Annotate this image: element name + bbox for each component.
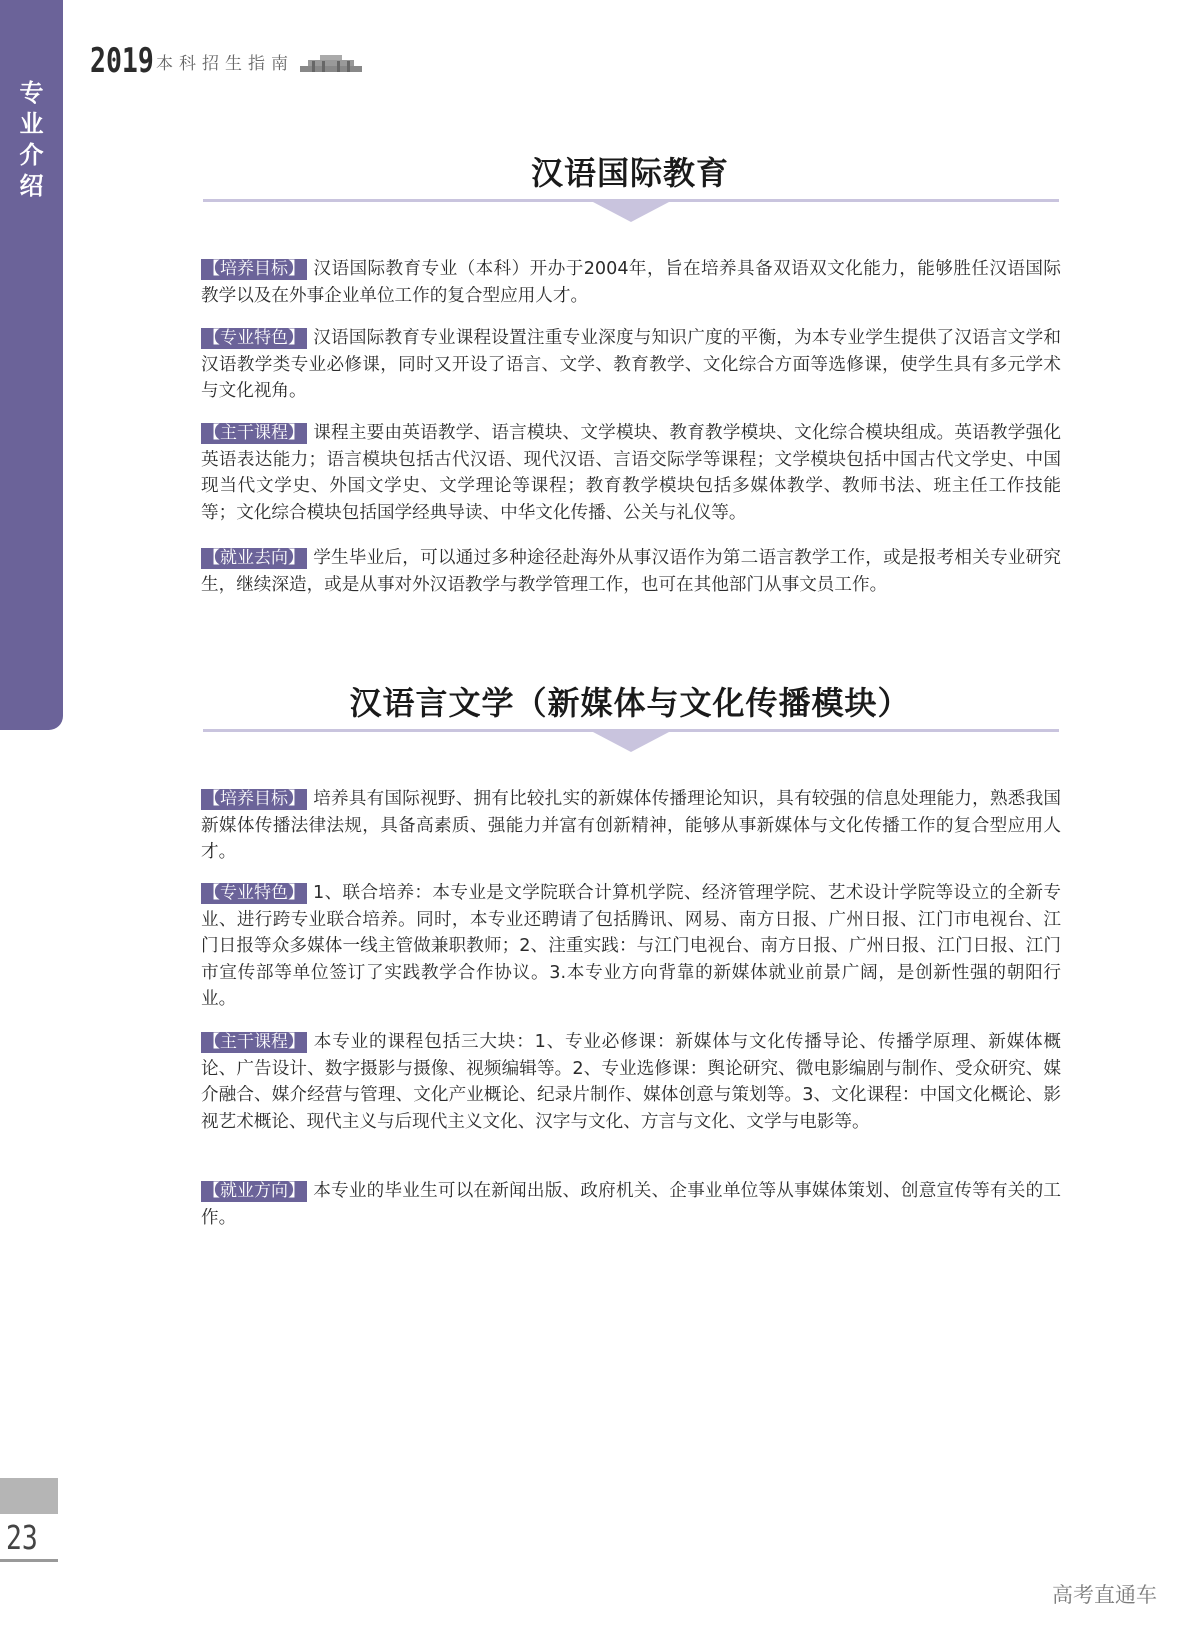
section-title-chinese-international-education: 汉语国际教育 — [530, 154, 729, 192]
header-title: 本科招生指南 — [156, 54, 294, 74]
page-number-block — [0, 1478, 58, 1514]
page-number-underline — [0, 1559, 58, 1562]
watermark: 高考直通车 — [1052, 1583, 1157, 1607]
tag-label: 【主干课程】 — [203, 1032, 305, 1052]
divider-pointer — [593, 202, 669, 222]
paragraph-text: 本专业的课程包括三大块：1、专业必修课：新媒体与文化传播导论、传播学原理、新媒体概论、广告设计、数字摄影与摄像、视频编辑等。2、专业选修课：舆论研究、微电影编剧与制作、受众研究、媒介融合、媒介经营与管理、文化产业概论、纪录片制作、媒体创意与策划等。3、文化课程：中国文化概论、影视艺术概论、现代主义与后现代主义文化、汉字与文化、方言与文化、文学与电影等。 — [201, 1032, 1061, 1132]
section1-core-courses — [201, 420, 1061, 526]
tag-label: 【就业方向】 — [203, 1181, 305, 1201]
page-header — [90, 38, 364, 81]
section2-core-courses — [201, 1029, 1061, 1135]
side-tab-label: 专 业 介 绍 — [19, 79, 44, 200]
tag-label: 【专业特色】 — [203, 883, 305, 903]
tag-label: 【主干课程】 — [203, 423, 305, 443]
paragraph-text: 汉语国际教育专业（本科）开办于2004年，旨在培养具备双语双文化能力，能够胜任汉语国际教学以及在外事企业单位工作的复合型应用人才。 — [201, 259, 1061, 306]
paragraph-text: 课程主要由英语教学、语言模块、文学模块、教育教学模块、文化综合模块组成。英语教学强化英语表达能力；语言模块包括古代汉语、现代汉语、言语交际学等课程；文学模块包括中国古代文学史、中国现当代文学史、外国文学史、文学理论等课程；教育教学模块包括多媒体教学、教师书法、班主任工作技能等；文化综合模块包括国学经典导读、中华文化传播、公关与礼仪等。 — [201, 423, 1061, 523]
paragraph-text: 本专业的毕业生可以在新闻出版、政府机关、企事业单位等从事媒体策划、创意宣传等有关的工作。 — [201, 1181, 1061, 1228]
section1-career-direction — [201, 545, 1061, 598]
paragraph-text: 汉语国际教育专业课程设置注重专业深度与知识广度的平衡，为本专业学生提供了汉语言文学和汉语教学类专业必修课，同时又开设了语言、文学、教育教学、文化综合方面等选修课，使学生具有多元学术与文化视角。 — [201, 328, 1061, 401]
tag-label: 【培养目标】 — [203, 789, 305, 809]
page-number: 23 — [6, 1518, 38, 1557]
header-year: 2019 — [90, 41, 154, 81]
side-section-tab — [0, 0, 63, 730]
building-icon — [298, 52, 364, 74]
tag-label: 【培养目标】 — [203, 259, 305, 279]
section2-program-features — [201, 880, 1061, 1013]
paragraph-text: 1、联合培养：本专业是文学院联合计算机学院、经济管理学院、艺术设计学院等设立的全新专业、进行跨专业联合培养。同时，本专业还聘请了包括腾讯、网易、南方日报、广州日报、江门市电视台、江门日报等众多媒体一线主管做兼职教师；2、注重实践：与江门电视台、南方日报、广州日报、江门日报、江门市宣传部等单位签订了实践教学合作协议。3.本专业方向背靠的新媒体就业前景广阔，是创新性强的朝阳行业。 — [201, 883, 1061, 1009]
section2-career-direction — [201, 1178, 1061, 1231]
section1-training-goal — [201, 256, 1061, 309]
section2-training-goal — [201, 786, 1061, 866]
paragraph-text: 培养具有国际视野、拥有比较扎实的新媒体传播理论知识，具有较强的信息处理能力，熟悉我国新媒体传播法律法规，具备高素质、强能力并富有创新精神，能够从事新媒体与文化传播工作的复合型应用人才。 — [201, 789, 1061, 862]
tag-label: 【专业特色】 — [203, 328, 305, 348]
section1-program-features — [201, 325, 1061, 405]
section-title-chinese-literature-new-media: 汉语言文学（新媒体与文化传播模块） — [349, 684, 911, 722]
tag-label: 【就业去向】 — [203, 548, 305, 568]
paragraph-text: 学生毕业后，可以通过多种途径赴海外从事汉语作为第二语言教学工作，或是报考相关专业研究生，继续深造，或是从事对外汉语教学与教学管理工作，也可在其他部门从事文员工作。 — [201, 548, 1061, 595]
divider-pointer — [593, 732, 669, 752]
